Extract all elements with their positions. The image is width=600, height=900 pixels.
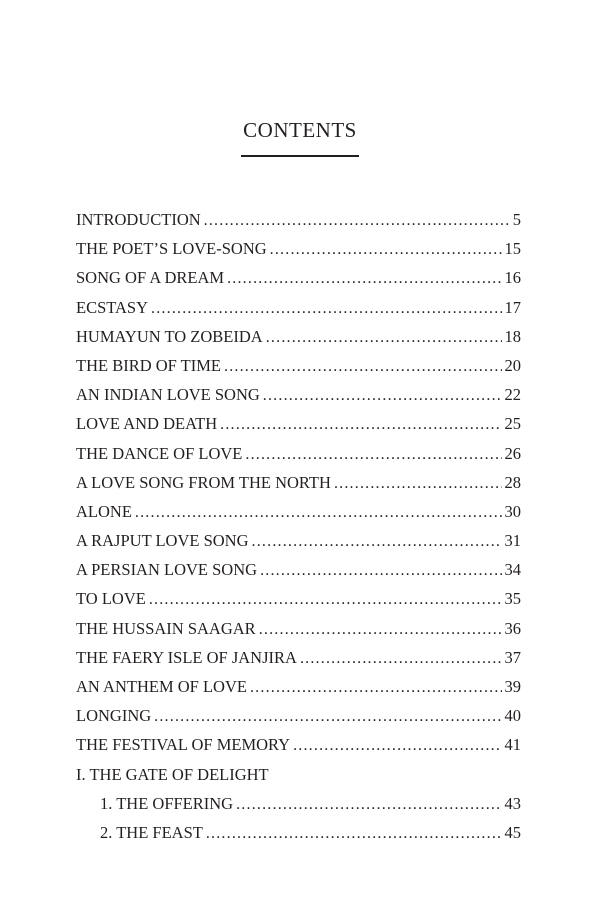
toc-entry-page: 28 — [504, 472, 521, 492]
toc-entry-title: 1. THE OFFERING — [100, 793, 234, 813]
toc-entry-page: 15 — [504, 239, 521, 259]
dot-leader — [220, 410, 501, 438]
toc-entry-page: 39 — [504, 677, 521, 696]
toc-entry-page: 43 — [504, 793, 521, 813]
dot-leader — [293, 731, 501, 759]
toc-entry-title: HUMAYUN TO ZOBEIDA — [76, 326, 263, 346]
toc-entry-page: 5 — [512, 210, 521, 229]
dot-leader — [266, 323, 502, 351]
dot-leader — [260, 556, 501, 584]
toc-entry-dance-of-love[interactable] — [76, 439, 521, 468]
toc-section-title: I. THE GATE OF DELIGHT — [76, 764, 269, 784]
toc-entry-title: INTRODUCTION — [76, 210, 201, 229]
dot-leader — [263, 381, 502, 409]
toc-entry-page: 26 — [504, 443, 521, 463]
toc-entry-page: 30 — [504, 501, 521, 521]
toc-entry-the-feast[interactable] — [76, 818, 521, 847]
toc-entry-page: 22 — [504, 385, 521, 405]
toc-entry-to-love[interactable] — [76, 584, 521, 613]
toc-entry-ecstasy[interactable] — [76, 293, 521, 322]
toc-entry-festival-of-memory[interactable] — [76, 730, 521, 759]
toc-entry-persian-love-song[interactable] — [76, 555, 521, 584]
toc-entry-title: A PERSIAN LOVE SONG — [76, 560, 258, 580]
toc-entry-page: 34 — [504, 560, 521, 580]
table-of-contents — [76, 205, 521, 847]
toc-entry-poets-love-song[interactable] — [76, 234, 521, 263]
toc-entry-page: 16 — [504, 268, 521, 288]
toc-entry-longing[interactable] — [76, 701, 521, 730]
toc-entry-hussain-saagar[interactable] — [76, 614, 521, 643]
toc-entry-title: TO LOVE — [76, 589, 146, 609]
toc-entry-humayun-to-zobeida[interactable] — [76, 322, 521, 351]
toc-entry-alone[interactable] — [76, 497, 521, 526]
toc-entry-page: 20 — [504, 355, 521, 375]
toc-entry-page: 36 — [504, 618, 521, 638]
dot-leader — [245, 440, 501, 468]
toc-entry-song-of-a-dream[interactable] — [76, 263, 521, 292]
toc-entry-title: THE HUSSAIN SAAGAR — [76, 618, 256, 638]
dot-leader — [206, 819, 502, 847]
dot-leader — [300, 644, 502, 672]
toc-entry-page: 41 — [504, 735, 521, 755]
toc-entry-title: THE POET’S LOVE-SONG — [76, 239, 267, 259]
toc-entry-rajput-love-song[interactable] — [76, 526, 521, 555]
dot-leader — [236, 790, 501, 818]
dot-leader — [259, 615, 502, 643]
dot-leader — [270, 235, 502, 263]
toc-entry-title: THE DANCE OF LOVE — [76, 443, 243, 463]
toc-entry-title: A RAJPUT LOVE SONG — [76, 531, 249, 551]
toc-entry-title: 2. THE FEAST — [100, 822, 203, 842]
toc-entry-title: SONG OF A DREAM — [76, 268, 225, 288]
toc-section-gate-of-delight — [76, 760, 521, 789]
toc-entry-page: 25 — [504, 414, 521, 434]
title-underline — [241, 155, 359, 157]
toc-entry-title: ECSTASY — [76, 297, 149, 317]
toc-entry-title: THE FESTIVAL OF MEMORY — [76, 735, 291, 755]
page-title: CONTENTS — [243, 118, 357, 142]
toc-entry-page: 40 — [504, 706, 521, 726]
dot-leader — [154, 702, 501, 730]
toc-entry-title: A LOVE SONG FROM THE NORTH — [76, 472, 331, 492]
toc-entry-title: LONGING — [76, 706, 152, 726]
toc-entry-faery-isle-of-janjira[interactable] — [76, 643, 521, 672]
toc-entry-love-song-from-the-north[interactable] — [76, 468, 521, 497]
toc-entry-page: 37 — [504, 647, 521, 667]
toc-entry-page: 17 — [504, 297, 521, 317]
dot-leader — [250, 673, 502, 701]
toc-entry-title: THE BIRD OF TIME — [76, 355, 221, 375]
toc-entry-page: 31 — [504, 531, 521, 551]
toc-entry-indian-love-song[interactable] — [76, 380, 521, 409]
dot-leader — [224, 352, 502, 380]
dot-leader — [334, 469, 502, 497]
toc-entry-title: LOVE AND DEATH — [76, 414, 218, 434]
dot-leader — [149, 585, 502, 613]
dot-leader — [135, 498, 502, 526]
toc-entry-title: AN INDIAN LOVE SONG — [76, 385, 260, 405]
toc-entry-page: 18 — [504, 326, 521, 346]
toc-entry-title: ALONE — [76, 501, 132, 521]
dot-leader — [151, 294, 501, 322]
toc-entry-bird-of-time[interactable] — [76, 351, 521, 380]
toc-entry-anthem-of-love[interactable] — [76, 672, 521, 701]
dot-leader — [252, 527, 502, 555]
dot-leader — [227, 264, 501, 292]
toc-entry-love-and-death[interactable] — [76, 409, 521, 438]
toc-entry-page: 45 — [504, 822, 521, 842]
toc-entry-title: THE FAERY ISLE OF JANJIRA — [76, 647, 297, 667]
dot-leader — [204, 206, 510, 234]
toc-entry-title: AN ANTHEM OF LOVE — [76, 677, 247, 696]
toc-entry-introduction[interactable] — [76, 205, 521, 234]
toc-entry-page: 35 — [504, 589, 521, 609]
toc-entry-the-offering[interactable] — [76, 789, 521, 818]
